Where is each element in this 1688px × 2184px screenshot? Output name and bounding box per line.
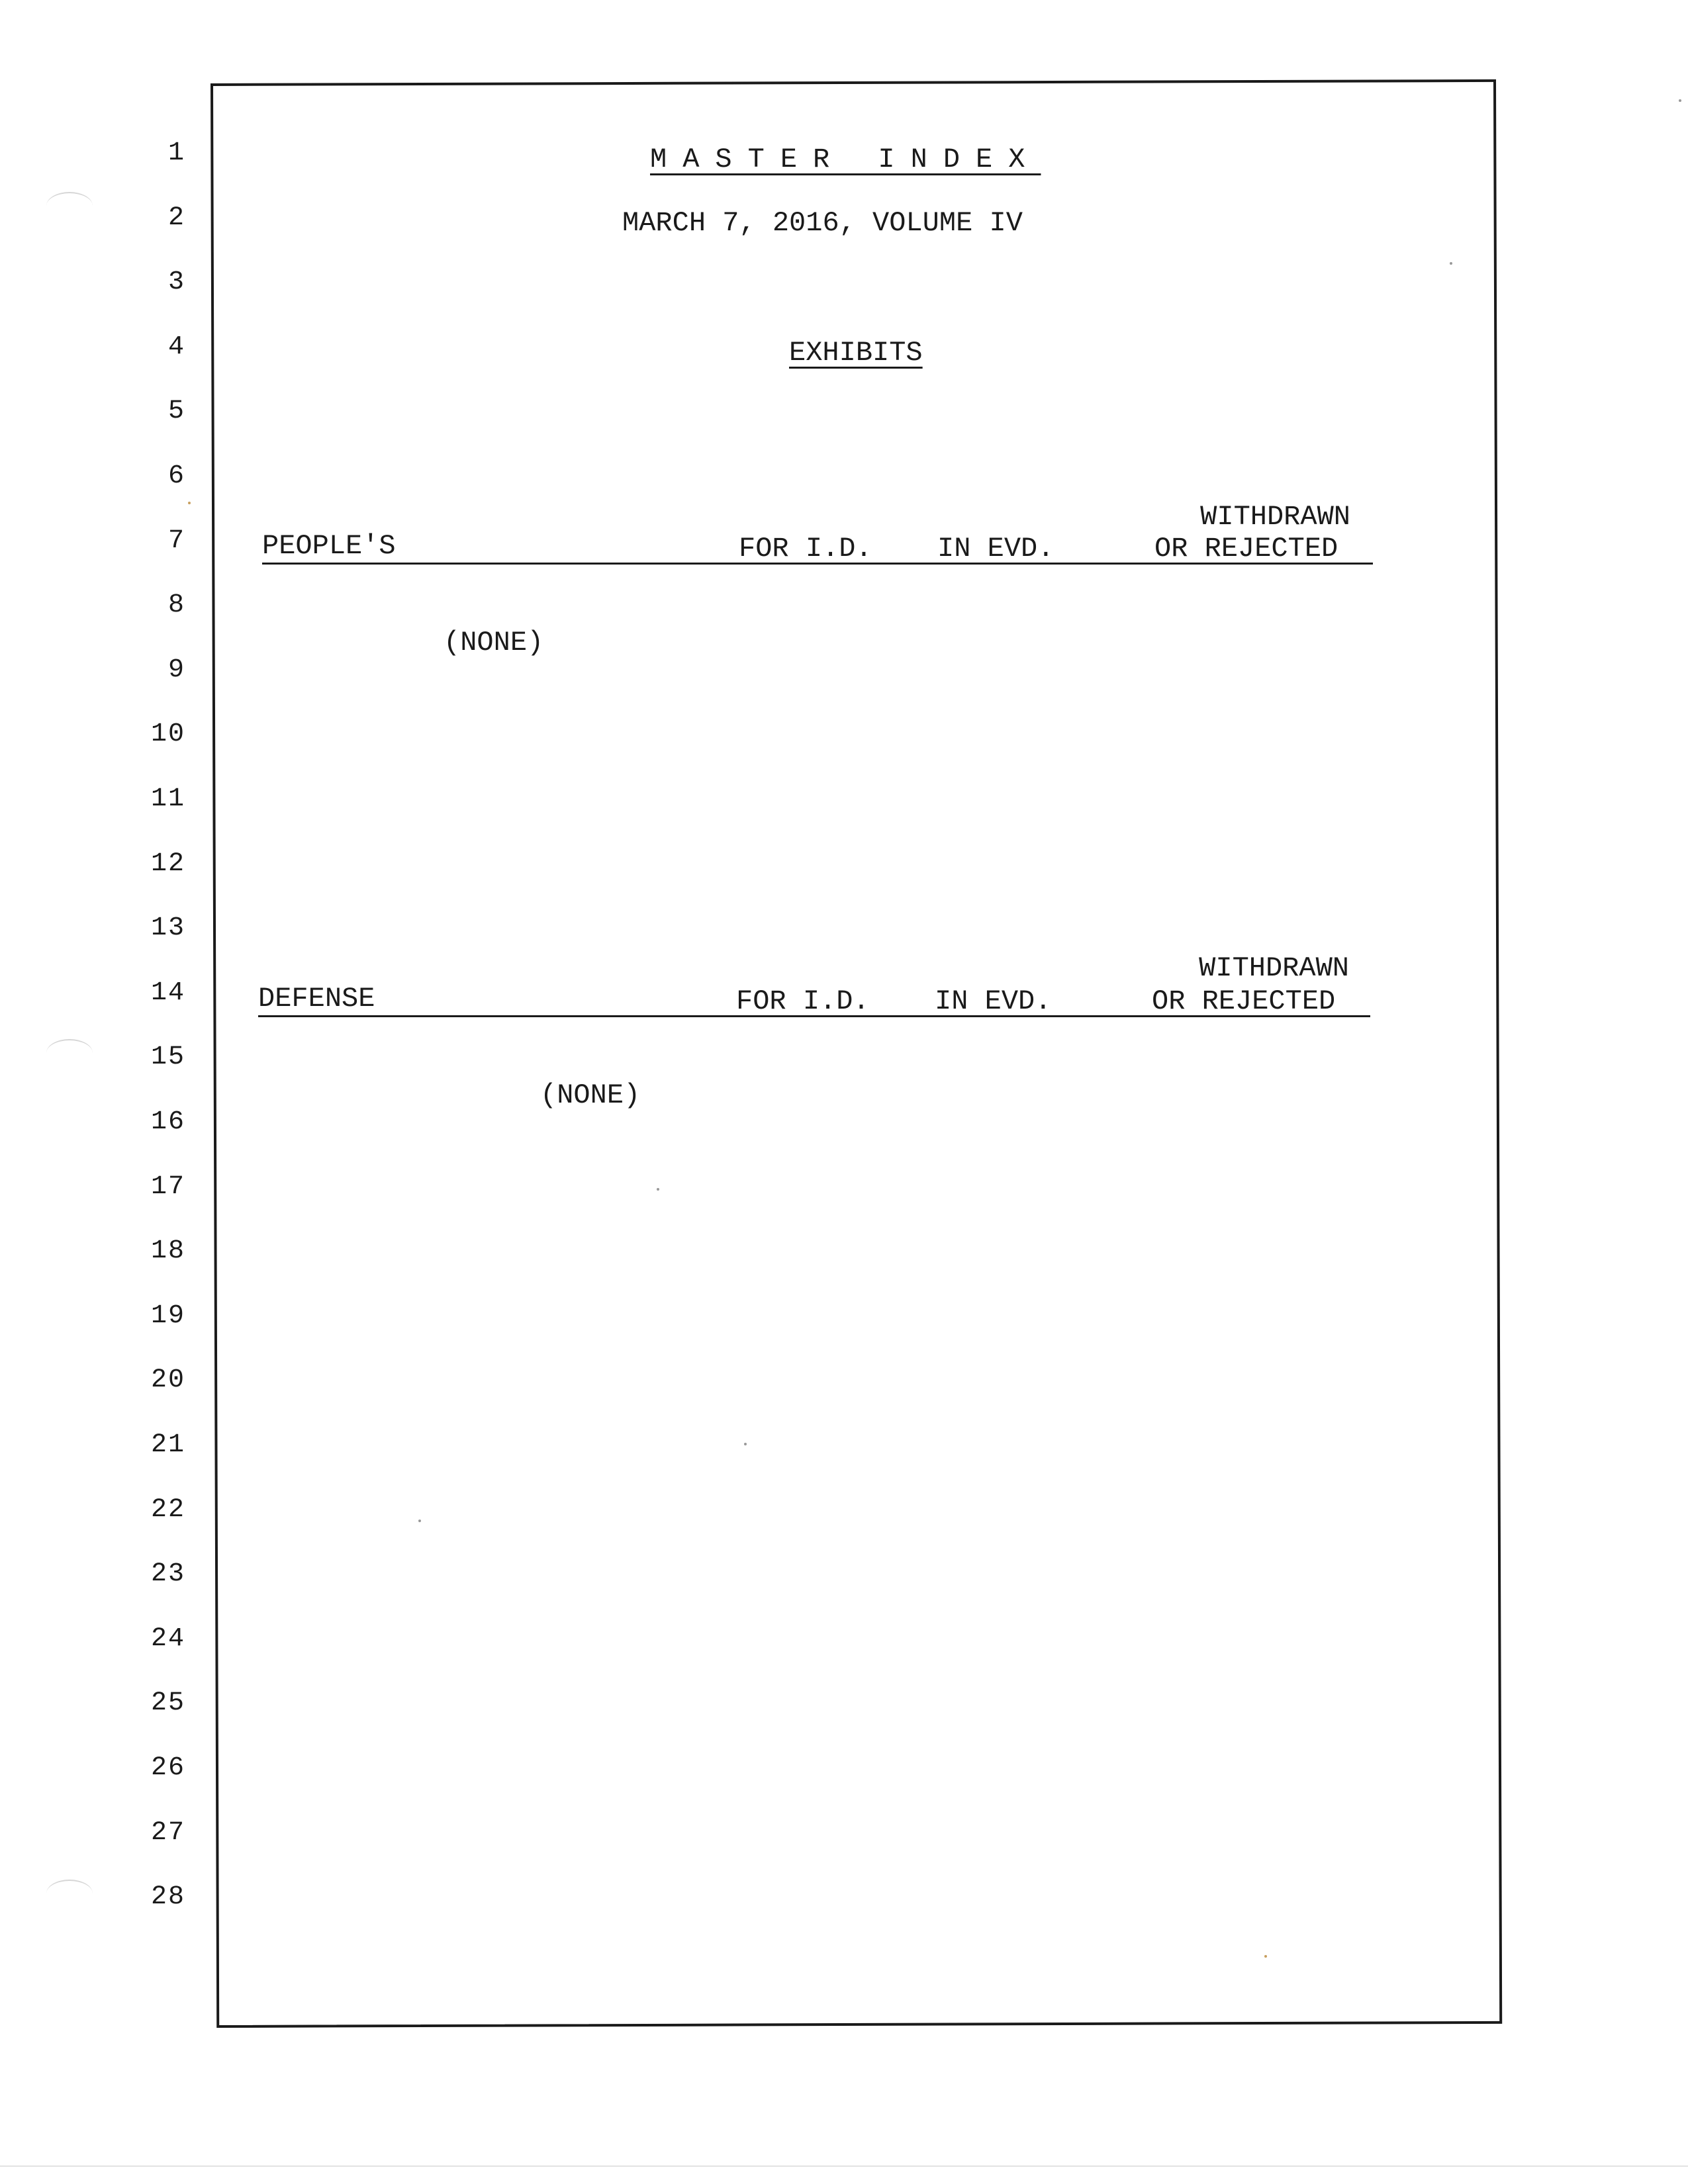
line-number: 17 [150,1172,185,1202]
line-number: 1 [167,138,185,168]
punch-hole-mark [46,1880,93,1907]
line-number: 21 [150,1430,185,1460]
line-number: 16 [150,1107,185,1137]
page-subtitle: MARCH 7, 2016, VOLUME IV [622,207,1023,239]
peoples-entry: (NONE) [444,627,544,659]
line-number: 13 [150,913,185,943]
line-number: 19 [150,1301,185,1331]
line-number: 10 [150,719,185,749]
line-number-gutter [119,0,199,2184]
line-number: 6 [167,461,185,491]
scan-edge [0,2165,1688,2167]
peoples-withdrawn-header-line1: WITHDRAWN [1200,501,1350,533]
line-number: 23 [150,1559,185,1589]
scan-speck [1679,99,1681,102]
line-number: 9 [167,655,185,685]
line-number: 15 [150,1042,185,1072]
line-number: 24 [150,1624,185,1654]
peoples-withdrawn-header-line2: OR REJECTED [1154,533,1338,565]
peoples-header-rule [262,563,1373,565]
punch-hole-mark [46,192,93,220]
line-number: 14 [150,978,185,1008]
defense-withdrawn-header-line2: OR REJECTED [1152,985,1336,1017]
line-number: 22 [150,1495,185,1525]
peoples-in-evd-header: IN EVD. [937,533,1055,565]
punch-hole-mark [46,1039,93,1067]
peoples-label: PEOPLE'S [262,530,396,562]
line-number: 5 [167,396,185,426]
line-number: 8 [167,590,185,620]
defense-withdrawn-header-line1: WITHDRAWN [1199,952,1349,984]
section-heading: EXHIBITS [789,337,923,369]
line-number: 7 [167,526,185,556]
defense-header-rule [258,1015,1370,1017]
line-number: 3 [167,267,185,297]
page-title: MASTER INDEX [650,144,1041,175]
peoples-for-id-header: FOR I.D. [739,533,872,565]
defense-in-evd-header: IN EVD. [935,985,1052,1017]
line-number: 18 [150,1236,185,1266]
line-number: 20 [150,1365,185,1395]
defense-label: DEFENSE [258,983,375,1015]
line-number: 25 [150,1688,185,1718]
page-border [211,79,1502,2028]
line-number: 11 [150,784,185,814]
line-number: 4 [167,332,185,362]
line-number: 26 [150,1753,185,1783]
line-number: 27 [150,1818,185,1848]
defense-entry: (NONE) [540,1079,641,1111]
line-number: 12 [150,849,185,879]
line-number: 2 [167,203,185,233]
defense-for-id-header: FOR I.D. [736,985,870,1017]
line-number: 28 [150,1882,185,1912]
